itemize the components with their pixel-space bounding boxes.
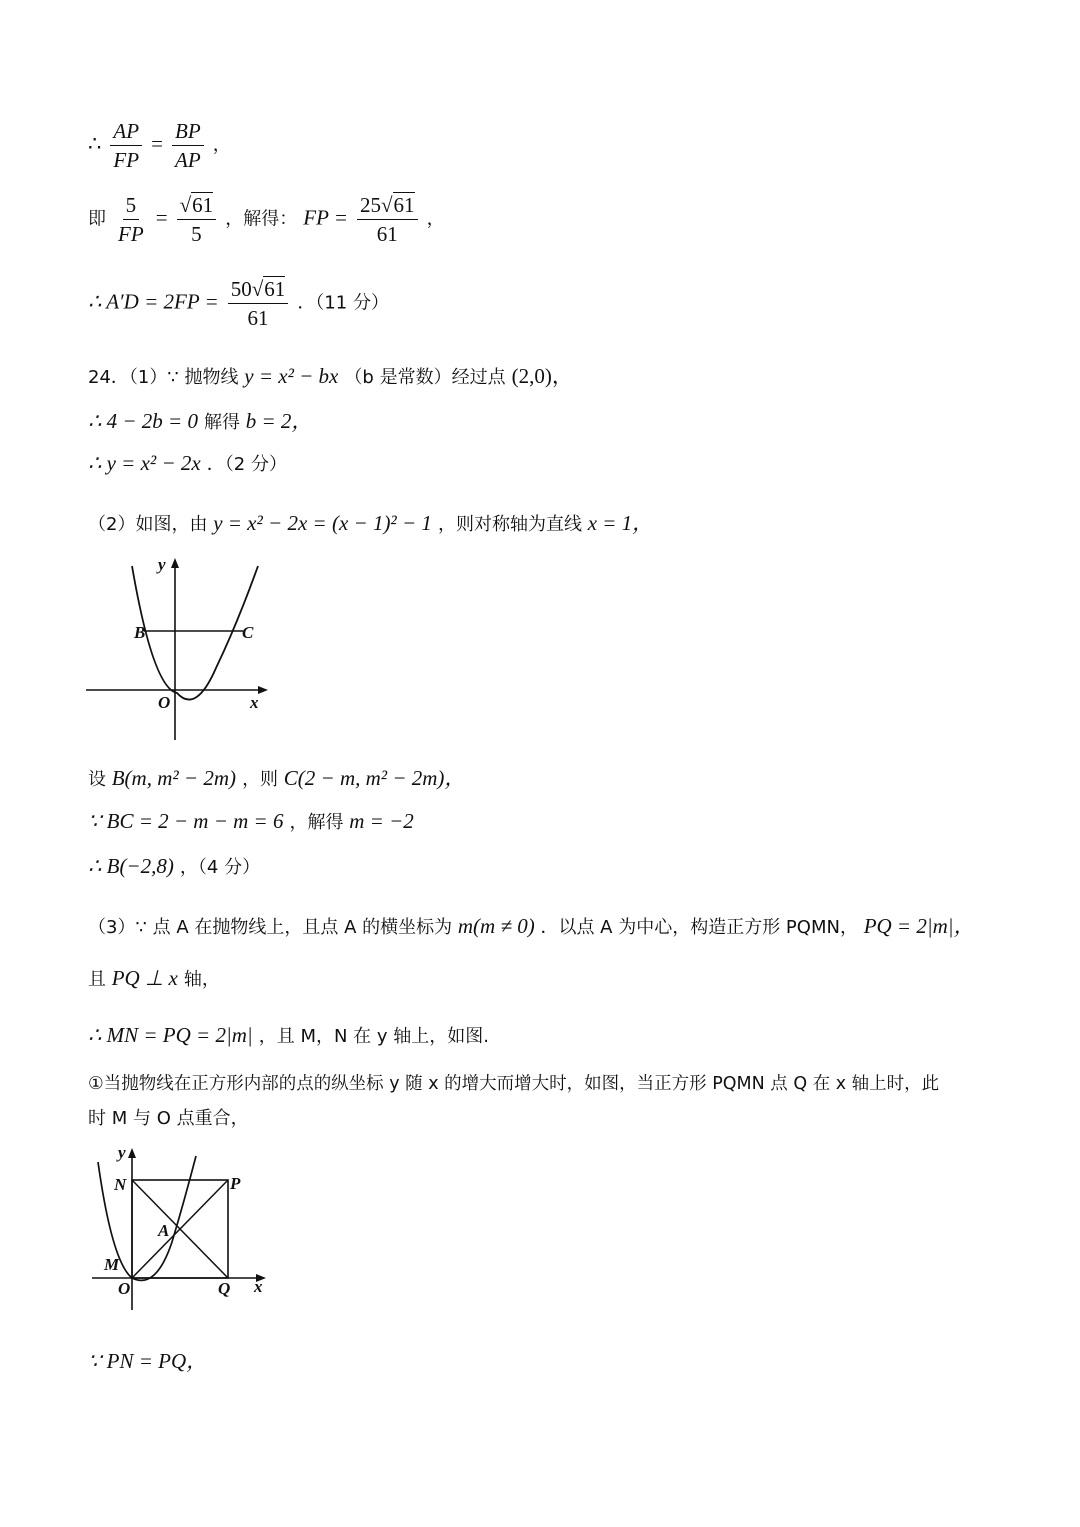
- eq-line-solve-fp: 即 $\frac{5}{FP}$ = $\frac{√61}{5}$ ，解得： FP = $\frac{25√61}{61}$ ，: [88, 193, 445, 246]
- square-pqmn-figure: [92, 1142, 272, 1314]
- fraction-ad-value: $\frac{50√61}{61}$: [228, 276, 289, 331]
- label-Q: Q: [218, 1279, 231, 1298]
- label-O: O: [158, 693, 171, 712]
- case1-line1: ①当抛物线在正方形内部的点的纵坐标 y 随 x 的增大而增大时，如图，当正方形 PQMN 点 Q 在 x 轴上时，此: [88, 1074, 940, 1094]
- label-y: y: [158, 555, 166, 574]
- b-result-line: ∴ B(−2,8) ，（4 分）: [88, 854, 261, 878]
- mn-line: ∴ MN = PQ = 2|m| ，且 M，N 在 y 轴上，如图.: [88, 1023, 489, 1047]
- label-P: P: [230, 1174, 241, 1193]
- label-A: A: [158, 1221, 170, 1240]
- label-x: x: [254, 1277, 263, 1296]
- parabola-figure-bc: [86, 552, 276, 742]
- part2-line: （2）如图，由 y = x² − 2x = (x − 1)² − 1 ，则对称轴为直线 x = 1，: [88, 511, 654, 535]
- label-C: C: [242, 623, 254, 642]
- fraction-bp-ap: $\frac{BP}{AP}$: [172, 118, 204, 173]
- bc-line: ∵ BC = 2 − m − m = 6 ，解得 m = −2: [88, 809, 414, 833]
- eq-line-b: ∴ 4 − 2b = 0 解得 b = 2，: [88, 409, 313, 433]
- label-x: x: [250, 693, 259, 712]
- part3-line: （3）∵ 点 A 在抛物线上，且点 A 的横坐标为 m(m ≠ 0) ．以点 A 为中心，构造正方形 PQMN， PQ = 2|m|，: [88, 914, 975, 938]
- set-b-line: 设 B(m, m² − 2m) ，则 C(2 − m, m² − 2m)，: [88, 766, 466, 790]
- eq-line-ap-ratio: ∴ $\frac{AP}{FP}$ = $\frac{BP}{AP}$ ，: [88, 119, 231, 172]
- label-O: O: [118, 1279, 131, 1298]
- eq-line-ad: ∴ A′D = 2FP = $\frac{50√61}{61}$ ．（11 分）: [88, 277, 389, 330]
- fraction-sqrt61-5: $\frac{√61}{5}$: [177, 192, 217, 247]
- fraction-fp-value: $\frac{25√61}{61}$: [357, 192, 418, 247]
- label-M: M: [104, 1255, 120, 1274]
- label-N: N: [114, 1175, 127, 1194]
- label-B: B: [134, 623, 146, 642]
- case1-line2: 时 M 与 O 点重合，: [88, 1108, 249, 1129]
- label-y: y: [118, 1143, 126, 1162]
- q24-part1-line: 24．（1）∵ 抛物线 y = x² − bx （b 是常数）经过点 (2,0)，: [88, 364, 573, 388]
- fraction-ap-fp: $\frac{AP}{FP}$: [110, 118, 142, 173]
- pn-pq-line: ∵ PN = PQ，: [88, 1349, 208, 1373]
- fraction-5-fp: $\frac{5}{FP}$: [118, 193, 144, 246]
- part3-line2: 且 PQ ⊥ x 轴，: [88, 966, 220, 990]
- eq-line-parabola: ∴ y = x² − 2x ．（2 分）: [88, 451, 287, 475]
